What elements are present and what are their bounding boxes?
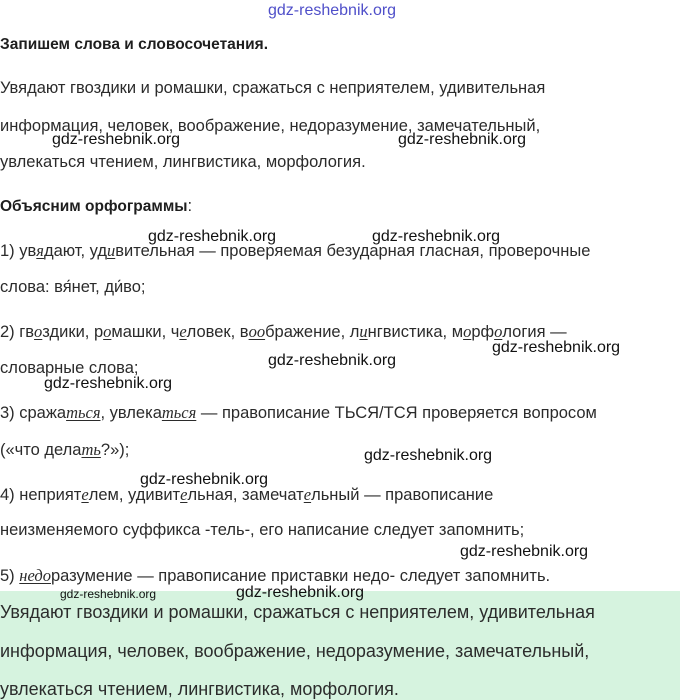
watermark: gdz-reshebnik.org	[372, 228, 501, 245]
answer-line-1: Увядают гвоздики и ромашки, сражаться с неприятелем, удивительная	[0, 602, 595, 622]
orthogram-item-1	[0, 241, 590, 261]
orthogram-item-2	[0, 322, 567, 342]
watermark: gdz-reshebnik.org	[268, 352, 397, 369]
watermark: gdz-reshebnik.org	[140, 471, 269, 488]
watermark: gdz-reshebnik.org	[398, 131, 527, 148]
text: , увлека	[100, 404, 162, 422]
highlighted-letter: о	[494, 322, 503, 341]
text: логия —	[502, 323, 567, 341]
text: машки, ч	[111, 323, 180, 341]
highlighted-letter: я	[36, 241, 44, 260]
watermark: gdz-reshebnik.org	[52, 131, 181, 148]
section-heading-write-words: Запишем слова и словосочетания.	[0, 36, 269, 53]
text: — правописание ТЬСЯ/ТСЯ проверяется вопросом	[196, 404, 597, 422]
heading-word: Объясним орфограммы	[0, 198, 188, 215]
text: нгвистика, м	[367, 323, 464, 341]
orthogram-item-3-line-2	[0, 440, 129, 460]
answer-line-3: увлекаться чтением, лингвистика, морфология.	[0, 679, 399, 699]
text: 1) ув	[0, 242, 37, 260]
orthogram-item-4	[0, 485, 493, 505]
orthogram-item-3	[0, 403, 597, 423]
text: ловек, в	[186, 323, 249, 341]
text: дают, уд	[43, 242, 107, 260]
orthogram-item-1-line-2: слова: вя́нет, ди́во;	[0, 278, 146, 296]
text: ?»);	[100, 441, 130, 459]
highlighted-ending: ть	[81, 440, 101, 459]
text: («что дела	[0, 441, 82, 459]
answer-box	[0, 591, 680, 700]
watermark: gdz-reshebnik.org	[60, 587, 157, 601]
watermark: gdz-reshebnik.org	[236, 584, 365, 601]
text: рф	[471, 323, 495, 341]
watermark: gdz-reshebnik.org	[460, 543, 589, 560]
orthogram-item-5	[0, 566, 550, 586]
text: льный — правописание	[311, 486, 494, 504]
watermark: gdz-reshebnik.org	[364, 447, 493, 464]
highlighted-letter: е	[180, 485, 188, 504]
highlighted-letter: е	[81, 485, 89, 504]
orthogram-item-4-line-2: неизменяемого суффикса -тель-, его написание следует запомнить;	[0, 521, 525, 539]
highlighted-letter: о	[34, 322, 43, 341]
text: 2) гв	[0, 323, 35, 341]
highlighted-letter: и	[107, 241, 116, 260]
highlighted-letter: е	[179, 322, 187, 341]
watermark-top[interactable]: gdz-reshebnik.org	[268, 2, 397, 19]
text: разумение — правописание приставки недо- следует запомнить.	[50, 567, 551, 585]
answer-line-2: информация, человек, воображение, недоразумение, замечательный,	[0, 641, 590, 661]
text: вительная — проверяемая безударная гласная, проверочные	[115, 242, 591, 260]
text: лем, удивит	[88, 486, 181, 504]
highlighted-letter: е	[303, 485, 312, 504]
highlighted-letter: о	[103, 322, 112, 341]
highlighted-ending: ться	[66, 403, 101, 422]
text: 5)	[0, 567, 20, 585]
watermark: gdz-reshebnik.org	[148, 228, 277, 245]
highlighted-letter: и	[359, 322, 368, 341]
watermark: gdz-reshebnik.org	[44, 375, 173, 392]
text: бражение, л	[265, 323, 360, 341]
text: 3) сража	[0, 404, 67, 422]
text: здики, р	[42, 323, 104, 341]
orthogram-item-2-line-2: словарные слова;	[0, 359, 139, 377]
heading-colon: :	[187, 197, 193, 215]
paragraph-line-3: увлекаться чтением, лингвистика, морфология.	[0, 153, 366, 171]
paragraph-line-1: Увядают гвоздики и ромашки, сражаться с неприятелем, удивительная	[0, 79, 546, 97]
text: льная, замечат	[187, 486, 304, 504]
highlighted-letter: оо	[248, 322, 266, 341]
text: 4) неприят	[0, 486, 82, 504]
watermark: gdz-reshebnik.org	[492, 339, 621, 356]
section-heading-explain-orthograms	[0, 197, 192, 216]
highlighted-ending: ться	[161, 403, 197, 422]
highlighted-letter: о	[463, 322, 472, 341]
highlighted-prefix: недо	[19, 566, 51, 585]
paragraph-line-2: информация, человек, воображение, недоразумение, замечательный,	[0, 117, 541, 135]
